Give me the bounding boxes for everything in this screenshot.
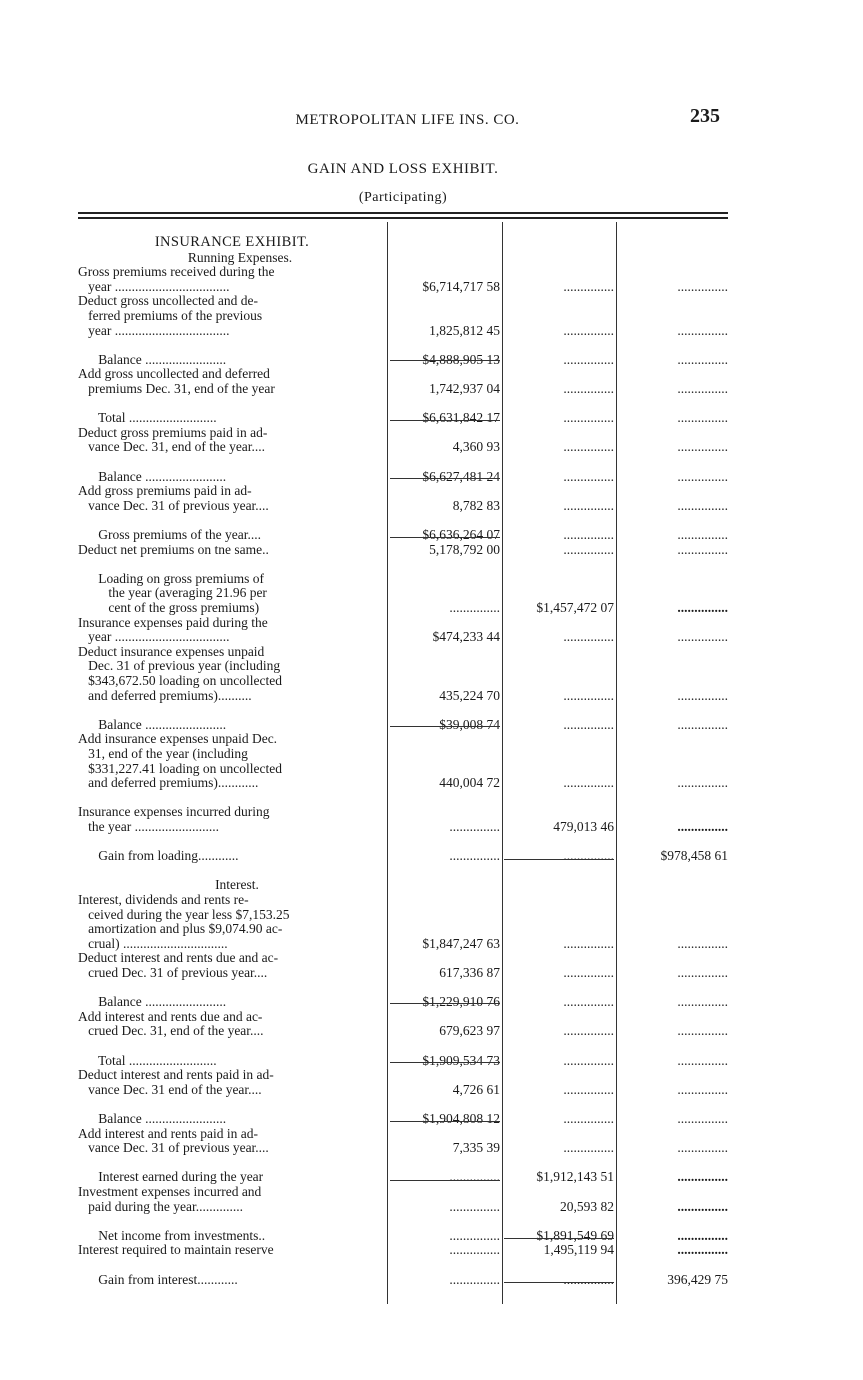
table-row — [0, 1140, 863, 1155]
row-description: Balance ........................ — [78, 351, 227, 367]
table-row — [0, 980, 863, 995]
table-row — [0, 1038, 863, 1053]
amount-column-1: ............... — [449, 819, 500, 834]
table-row — [0, 498, 863, 513]
table-row — [0, 775, 863, 790]
sum-rule — [504, 1282, 614, 1283]
table-row — [0, 381, 863, 396]
table-row — [0, 454, 863, 469]
table-row — [0, 1272, 863, 1287]
row-description: ferred premiums of the previous — [78, 308, 263, 323]
amount-column-2: ............... — [563, 497, 614, 513]
table-row — [0, 425, 863, 440]
row-description: crued Dec. 31 of previous year.... — [78, 965, 268, 980]
row-description: Dec. 31 of previous year (including — [78, 658, 281, 674]
amount-column-3: ............... — [677, 1198, 728, 1214]
amount-column-3: 396,429 75 — [667, 1271, 728, 1287]
row-description: Add interest and rents paid in ad- — [78, 1125, 258, 1141]
amount-column-1: $6,631,842 17 — [422, 410, 500, 426]
table-row — [0, 469, 863, 484]
sum-rule — [390, 537, 500, 538]
table-row — [0, 892, 863, 907]
table-row — [0, 834, 863, 849]
amount-column-3: ............... — [677, 351, 728, 367]
table-row — [0, 1067, 863, 1082]
table-row — [0, 293, 863, 308]
row-description: crued Dec. 31, end of the year.... — [78, 1023, 264, 1039]
table-row — [0, 1242, 863, 1257]
amount-column-3: ............... — [677, 410, 728, 426]
table-row — [0, 542, 863, 557]
row-description: Balance ........................ — [78, 468, 227, 484]
amount-column-1: 679,623 97 — [439, 1023, 500, 1039]
row-description: $331,227.41 loading on uncollected — [78, 760, 282, 776]
row-description: Insurance expenses paid during the — [78, 614, 268, 630]
table-row — [0, 907, 863, 922]
amount-column-3: ............... — [677, 600, 728, 615]
table-row — [0, 571, 863, 586]
table-row — [0, 644, 863, 659]
table-row — [0, 1155, 863, 1170]
row-description: Deduct insurance expenses unpaid — [78, 643, 265, 659]
table-row — [0, 556, 863, 571]
amount-column-1: 435,224 70 — [439, 687, 500, 703]
row-description: year .................................. — [78, 629, 230, 645]
row-description: vance Dec. 31 of previous year.... — [78, 497, 269, 513]
amount-column-2: ............... — [563, 410, 614, 426]
table-row — [0, 615, 863, 630]
amount-column-3: $978,458 61 — [660, 848, 728, 864]
amount-column-3: ............... — [677, 322, 728, 338]
amount-column-1: 4,360 93 — [452, 439, 500, 455]
amount-column-2: ............... — [563, 965, 614, 980]
table-row — [0, 483, 863, 498]
table-row — [0, 1169, 863, 1184]
row-description: Net income from investments.. — [78, 1227, 266, 1243]
table-row — [0, 337, 863, 352]
amount-column-1: ............... — [449, 600, 500, 615]
table-row — [0, 1023, 863, 1038]
row-description: Deduct net premiums on tne same.. — [78, 541, 269, 557]
row-description: ceived during the year less $7,153.25 — [78, 906, 290, 922]
table-row — [0, 279, 863, 294]
row-description: Total .......................... — [78, 410, 217, 426]
row-description: Balance ........................ — [78, 994, 227, 1010]
table-row — [0, 746, 863, 761]
table-row — [0, 863, 863, 878]
table-row — [0, 965, 863, 980]
table-row — [0, 1228, 863, 1243]
amount-column-1: $1,909,534 73 — [422, 1052, 500, 1068]
row-description: premiums Dec. 31, end of the year — [78, 381, 275, 396]
table-row — [0, 717, 863, 732]
table-row — [0, 1257, 863, 1272]
amount-column-2: ............... — [563, 994, 614, 1010]
amount-column-2: ............... — [563, 1023, 614, 1039]
table-row — [0, 1096, 863, 1111]
table-row — [0, 600, 863, 615]
amount-column-1: $39,008 74 — [439, 716, 500, 732]
row-description: Add interest and rents due and ac- — [78, 1008, 263, 1024]
amount-column-3: ............... — [677, 629, 728, 645]
row-description: Deduct gross premiums paid in ad- — [78, 424, 268, 440]
amount-column-2: ............... — [563, 278, 614, 294]
table-row — [0, 790, 863, 805]
row-description: year .................................. — [78, 278, 230, 294]
amount-column-2: ............... — [563, 775, 614, 791]
row-description: Interest, dividends and rents re- — [78, 892, 249, 907]
amount-column-2: ............... — [563, 1052, 614, 1068]
row-description: Deduct interest and rents paid in ad- — [78, 1067, 274, 1083]
row-description: Interest earned during the year — [78, 1169, 264, 1185]
amount-column-1: 4,726 61 — [452, 1081, 500, 1097]
amount-column-3: ............... — [677, 541, 728, 557]
amount-column-1: 7,335 39 — [452, 1140, 500, 1156]
row-description: Deduct gross uncollected and de- — [78, 293, 258, 309]
table-row — [0, 1184, 863, 1199]
sum-rule — [390, 1062, 500, 1063]
amount-column-1: ............... — [449, 1271, 500, 1287]
table-row — [0, 235, 863, 250]
amount-column-2: ............... — [563, 716, 614, 732]
amount-column-1: $474,233 44 — [432, 629, 500, 645]
amount-column-3: ............... — [677, 994, 728, 1010]
amount-column-2: ............... — [563, 1140, 614, 1156]
amount-column-3: ............... — [677, 716, 728, 732]
amount-column-3: ............... — [677, 687, 728, 703]
row-description: crual) ............................... — [78, 935, 228, 951]
amount-column-2: $1,891,549 69 — [536, 1227, 614, 1243]
table-row — [0, 1082, 863, 1097]
amount-column-1: $1,847,247 63 — [422, 935, 500, 951]
amount-column-2: ............... — [563, 322, 614, 338]
table-row — [0, 264, 863, 279]
amount-column-3: ............... — [677, 1227, 728, 1243]
row-description: 31, end of the year (including — [78, 746, 248, 761]
amount-column-3: ............... — [677, 1111, 728, 1126]
row-description: $343,672.50 loading on uncollected — [78, 673, 282, 688]
amount-column-3: ............... — [677, 1052, 728, 1068]
amount-column-1: 617,336 87 — [439, 965, 500, 980]
row-description: Balance ........................ — [78, 1111, 227, 1126]
table-row — [0, 323, 863, 338]
row-description: Balance ........................ — [78, 716, 227, 732]
row-description: Interest required to maintain reserve — [78, 1242, 274, 1258]
amount-column-1: ............... — [449, 1169, 500, 1185]
amount-column-2: ............... — [563, 1111, 614, 1126]
amount-column-3: ............... — [677, 965, 728, 980]
row-description: cent of the gross premiums) — [78, 600, 260, 615]
amount-column-2: ............... — [563, 468, 614, 484]
amount-column-1: ............... — [449, 848, 500, 864]
row-description: Loading on gross premiums of — [78, 570, 264, 586]
sum-rule — [390, 726, 500, 727]
sum-rule — [504, 859, 614, 860]
exhibit-title: GAIN AND LOSS EXHIBIT. — [307, 161, 499, 177]
row-description: Gain from loading............ — [78, 848, 239, 864]
table-row — [0, 410, 863, 425]
table-row — [0, 629, 863, 644]
amount-column-3: ............... — [677, 819, 728, 834]
table-row — [0, 396, 863, 411]
amount-column-3: ............... — [677, 497, 728, 513]
amount-column-3: ............... — [677, 468, 728, 484]
table-row — [0, 439, 863, 454]
table-row — [0, 848, 863, 863]
amount-column-2: ............... — [563, 687, 614, 703]
table-row — [0, 527, 863, 542]
amount-column-3: ............... — [677, 1242, 728, 1258]
amount-column-2: ............... — [563, 381, 614, 396]
table-row — [0, 1111, 863, 1126]
sum-rule — [390, 360, 500, 361]
amount-column-1: 440,004 72 — [439, 775, 500, 791]
table-row — [0, 1126, 863, 1141]
amount-column-3: ............... — [677, 439, 728, 455]
amount-column-2: ............... — [563, 1271, 614, 1287]
table-row — [0, 921, 863, 936]
page-number: 235 — [690, 105, 720, 127]
amount-column-1: 1,742,937 04 — [429, 381, 500, 396]
table-row — [0, 936, 863, 951]
amount-column-1: 1,825,812 45 — [429, 322, 500, 338]
row-description: amortization and plus $9,074.90 ac- — [78, 921, 283, 937]
row-description: Add gross premiums paid in ad- — [78, 483, 252, 499]
table-row — [0, 994, 863, 1009]
sum-rule — [390, 1121, 500, 1122]
amount-column-3: ............... — [677, 1081, 728, 1097]
amount-column-1: $1,229,910 76 — [422, 994, 500, 1010]
top-double-rule-upper — [78, 212, 728, 214]
row-description: INSURANCE EXHIBIT. — [154, 235, 310, 250]
amount-column-2: $1,457,472 07 — [536, 600, 614, 615]
amount-column-3: ............... — [677, 1023, 728, 1039]
table-row — [0, 804, 863, 819]
amount-column-3: ............... — [677, 1169, 728, 1185]
top-double-rule-lower — [78, 217, 728, 219]
running-head: METROPOLITAN LIFE INS. CO. — [295, 112, 520, 128]
row-description: Investment expenses incurred and — [78, 1184, 262, 1199]
table-row — [0, 658, 863, 673]
row-description: the year ......................... — [78, 819, 219, 834]
table-row — [0, 731, 863, 746]
amount-column-2: 20,593 82 — [560, 1198, 614, 1214]
row-description: Insurance expenses incurred during — [78, 804, 270, 820]
table-row — [0, 512, 863, 527]
table-row — [0, 950, 863, 965]
sum-rule — [504, 1238, 614, 1239]
table-row — [0, 673, 863, 688]
amount-column-2: 1,495,119 94 — [543, 1242, 614, 1258]
amount-column-3: ............... — [677, 381, 728, 396]
amount-column-2: ............... — [563, 439, 614, 455]
row-description: and deferred premiums).......... — [78, 687, 252, 703]
row-description: and deferred premiums)............ — [78, 775, 259, 791]
row-description: year .................................. — [78, 322, 230, 338]
amount-column-3: ............... — [677, 527, 728, 542]
row-description: vance Dec. 31 end of the year.... — [78, 1081, 262, 1097]
table-row — [0, 366, 863, 381]
sum-rule — [390, 1003, 500, 1004]
table-row — [0, 250, 863, 265]
table-row — [0, 688, 863, 703]
sum-rule — [390, 478, 500, 479]
amount-column-2: ............... — [563, 1081, 614, 1097]
amount-column-1: 5,178,792 00 — [429, 541, 500, 557]
table-row — [0, 761, 863, 776]
amount-column-2: ............... — [563, 527, 614, 542]
amount-column-1: ............... — [449, 1242, 500, 1258]
row-description: Gain from interest............ — [78, 1271, 238, 1287]
row-description: paid during the year.............. — [78, 1198, 243, 1214]
row-description: vance Dec. 31, end of the year.... — [78, 439, 266, 455]
row-description: vance Dec. 31 of previous year.... — [78, 1140, 269, 1156]
table-row — [0, 819, 863, 834]
row-description: Gross premiums received during the — [78, 264, 275, 280]
table-row — [0, 585, 863, 600]
row-description: Running Expenses. — [187, 249, 293, 265]
row-description: Add gross uncollected and deferred — [78, 366, 270, 382]
amount-column-2: 479,013 46 — [553, 819, 614, 834]
amount-column-2: ............... — [563, 848, 614, 864]
row-description: the year (averaging 21.96 per — [78, 585, 267, 601]
amount-column-2: ............... — [563, 629, 614, 645]
amount-column-2: ............... — [563, 541, 614, 557]
row-description: Total .......................... — [78, 1052, 217, 1068]
amount-column-1: $6,636,264 07 — [422, 527, 500, 542]
sum-rule — [390, 420, 500, 421]
table-row — [0, 308, 863, 323]
row-description: Add insurance expenses unpaid Dec. — [78, 731, 278, 747]
exhibit-subtitle: (Participating) — [358, 190, 448, 205]
amount-column-1: $6,714,717 58 — [422, 278, 500, 294]
amount-column-3: ............... — [677, 278, 728, 294]
amount-column-1: $6,627,481 24 — [422, 468, 500, 484]
amount-column-2: ............... — [563, 351, 614, 367]
table-row — [0, 1053, 863, 1068]
amount-column-1: $1,904,808 12 — [422, 1111, 500, 1126]
table-row — [0, 1199, 863, 1214]
table-row — [0, 1009, 863, 1024]
sum-rule — [390, 1180, 500, 1181]
amount-column-1: ............... — [449, 1198, 500, 1214]
table-row — [0, 702, 863, 717]
amount-column-2: ............... — [563, 935, 614, 951]
table-row — [0, 1213, 863, 1228]
amount-column-2: $1,912,143 51 — [536, 1169, 614, 1185]
amount-column-3: ............... — [677, 1140, 728, 1156]
row-description: Interest. — [215, 877, 259, 893]
row-description: Gross premiums of the year.... — [78, 527, 261, 542]
amount-column-1: 8,782 83 — [452, 497, 500, 513]
table-row — [0, 877, 863, 892]
row-description: Deduct interest and rents due and ac- — [78, 950, 279, 966]
amount-column-3: ............... — [677, 935, 728, 951]
amount-column-3: ............... — [677, 775, 728, 791]
amount-column-1: $4,888,905 13 — [422, 351, 500, 367]
amount-column-1: ............... — [449, 1227, 500, 1243]
